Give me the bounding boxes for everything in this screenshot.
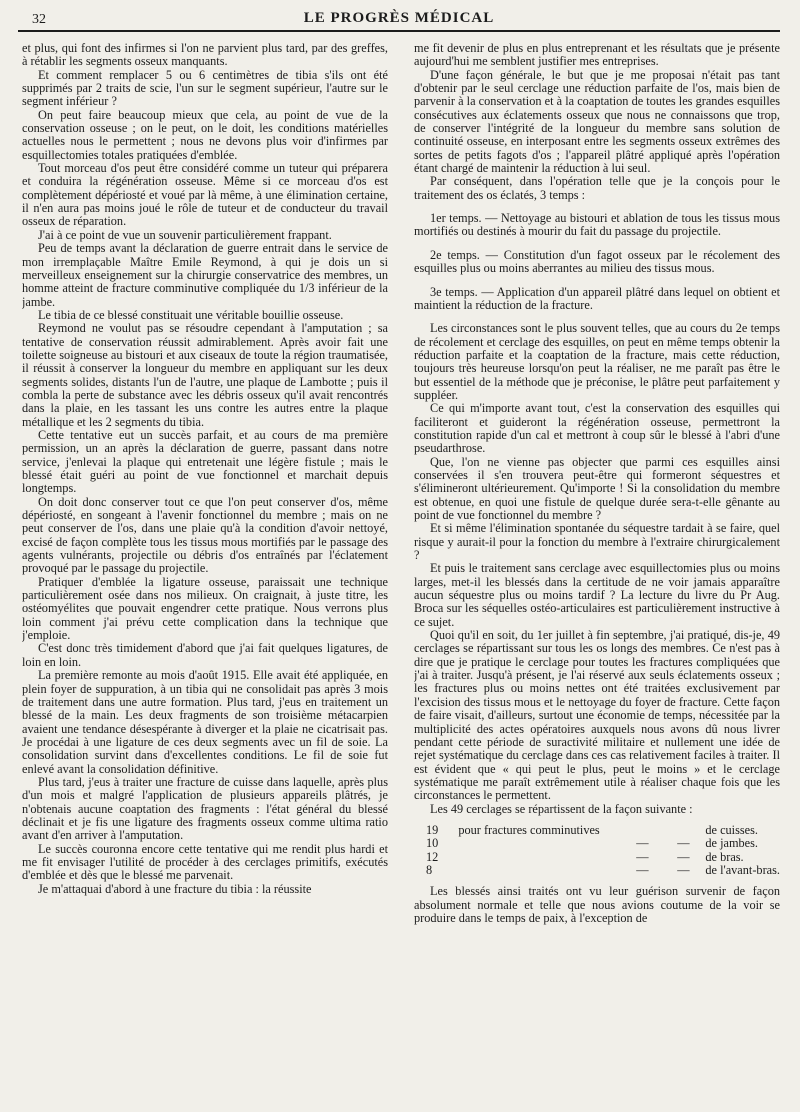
operation-steps: [414, 212, 780, 312]
cerclage-distribution-table: [414, 824, 780, 877]
paragraph: On peut faire beaucoup mieux que cela, au point de vue de la conservation osseuse ; on le peut, on le doit, les conditions matérielles actuelles nous le permettent ; nous ne devons plus voir d'infirmes par esquillectomies totales pratiquées d'emblée.: [22, 107, 388, 162]
table-cell-part: de bras.: [705, 849, 744, 864]
table-cell-ditto1: —: [636, 849, 649, 864]
page-header: [18, 8, 780, 32]
paragraph: et plus, qui font des infirmes si l'on ne parvient plus tard, par des greffes, à rétablir les segments osseux manquants.: [22, 42, 388, 69]
paragraph: C'est donc très timidement d'abord que j'ai fait quelques ligatures, de loin en loin.: [22, 641, 388, 669]
table-cell-part: de l'avant-bras.: [705, 862, 780, 877]
table-cell-label: [458, 851, 623, 864]
table-row: [414, 837, 780, 850]
paragraph: Le tibia de ce blessé constituait une véritable bouillie osseuse.: [38, 307, 344, 322]
paragraph: Par conséquent, dans l'opération telle que je la conçois pour le traitement des os éclatés, 3 temps :: [414, 174, 780, 202]
right-body: [414, 322, 780, 816]
table-cell-ditto2: —: [677, 862, 690, 877]
table-cell-label: pour fractures comminutives: [458, 822, 600, 837]
paragraph: Peu de temps avant la déclaration de guerre entrait dans le service de mon irremplaçable Maître Emile Reymond, à qui je dois un si merveilleux enseignement sur la chirurgie conservatrice des membres, un homme atteint de fracture comminutive compliquée du 1/3 inférieur de la jambe.: [22, 241, 388, 309]
paragraph: Cette tentative eut un succès parfait, et au cours de ma première permission, un an après la déclaration de guerre, passant dans notre service, j'enlevai la plaque qui entretenait une légère fistule ; mais le blessé était guéri au point de vue fonctionnel et marchait depuis longtemps.: [22, 427, 388, 496]
table-cell-ditto2: [661, 824, 705, 837]
paragraph: Pratiquer d'emblée la ligature osseuse, paraissait une technique particulièrement osée dans nos milieux. On craignait, à juste titre, les ostéomyélites que pouvait engendrer cette pratique. Nous verrons plus loin comment j'ai prévu cette complication dans la technique que j'emploie.: [22, 574, 388, 643]
table-row: [414, 824, 780, 837]
paragraph: me fit devenir de plus en plus entreprenant et les résultats que je présente aujourd'hui me semblent justifier mes entreprises.: [414, 42, 780, 69]
paragraph: Le succès couronna encore cette tentative qui me rendit plus hardi et me fit envisager l'utilité de procéder à des cerclages primitifs, exécutés d'emblée et dès que le blessé me parvenait.: [22, 841, 388, 883]
table-cell-label: [458, 837, 623, 850]
table-cell-count: 19: [426, 822, 439, 837]
paragraph: Tout morceau d'os peut être considéré comme un tuteur qui préparera et conduira la régénération osseuse. Même si ce morceau d'os est complètement dépériosté et voué par là même, à une élimination certaine, il n'en aura pas moins joué le rôle de tuteur et de conducteur du travail osseux de réparation.: [22, 161, 388, 229]
step-paragraph: 1er temps. — Nettoyage au bistouri et ablation de tous les tissus mous mortifiés ou destinés à mourir du fait du passage du projectile.: [414, 211, 780, 239]
table-cell-ditto1: —: [636, 836, 649, 851]
table-row: [414, 864, 780, 877]
table-cell-count: 10: [426, 836, 439, 851]
paragraph: Plus tard, j'eus à traiter une fracture de cuisse dans laquelle, après plus d'un mois et malgré l'application de plusieurs appareils plâtrés, je n'obtenais aucune coaptation des fragments : l'état général du blessé déclinait et je fis une ligature des fragments osseux comme ultima ratio avant d'en arriver à l'amputation.: [22, 774, 388, 843]
paragraph: Et si même l'élimination spontanée du séquestre tardait à se faire, quel risque y aurait-il pour la fonction du membre à l'extraire chirurgicalement ?: [414, 521, 780, 563]
paragraph: Les circonstances sont le plus souvent telles, que au cours du 2e temps de récolement et cerclage des esquilles, on peut en même temps obtenir la réduction parfaite et la coaptation de la fracture, mais cette réduction, toujours très heureuse lorsqu'on peut la réaliser, ne me paraît pas être le but essentiel de la méthode que je préconise, le plâtre peut parfaitement y suppléer.: [414, 321, 780, 402]
left-column: [22, 42, 388, 1104]
running-title: LE PROGRÈS MÉDICAL: [303, 10, 495, 26]
table-cell-label: [458, 864, 623, 877]
table-cell-ditto2: —: [677, 849, 690, 864]
table-cell-part: de cuisses.: [705, 822, 758, 837]
paragraph: Et puis le traitement sans cerclage avec esquillectomies plus ou moins larges, met-il les blessés dans la certitude de ne voir jamais apparaître aucun séquestre plus ou moins tardif ? La lecture du livre du Pr Aug. Broca sur les séquelles ostéo-articulaires est particulièrement instructive à ce sujet.: [414, 561, 780, 629]
paragraph: Les 49 cerclages se répartissent de la façon suivante :: [430, 801, 693, 816]
paragraph: Que, l'on ne vienne pas objecter que parmi ces esquilles ainsi conservées il s'en trouvera peut-être qui formeront séquestres et s'élimineront ultérieurement. Qu'importe ! Si la consolidation du membre est obtenue, en quoi une fistule de quelque durée sera-t-elle gênante au point de vue fonctionnel du membre ?: [414, 454, 780, 522]
table-cell-count: 8: [426, 862, 433, 877]
right-end: [414, 885, 780, 925]
paragraph: Ce qui m'importe avant tout, c'est la conservation des esquilles qui faciliteront et guideront la régénération osseuse, permettront la constitution rapide d'un cal et mettront à coup sûr le blessé à l'abri d'une pseudarthrose.: [414, 401, 780, 456]
table-cell-ditto1: —: [636, 862, 649, 877]
paragraph: Et comment remplacer 5 ou 6 centimètres de tibia s'ils ont été supprimés par 2 traits de scie, l'un sur le segment supérieur, l'autre sur le segment inférieur ?: [22, 67, 388, 109]
paragraph: Reymond ne voulut pas se résoudre cependant à l'amputation ; sa tentative de conservation réussit admirablement. Après avoir fait une toilette soigneuse au bistouri et aux ciseaux de toute la région traumatisée, il réussit à conserver la longueur du membre en appliquant sur les deux segments solides, distants l'un de l'autre, une plaque de Lambotte ; puis il combla la perte de substance avec les débris osseux qu'il avait rencontrés dans la plaie, en les tassant les uns contre les autres entre la plaque métallique et les 2 segments du tibia.: [22, 321, 388, 429]
table-cell-ditto2: —: [677, 836, 690, 851]
page-number: 32: [32, 12, 46, 27]
table-cell-part: de jambes.: [705, 836, 758, 851]
paragraph: Je m'attaquai d'abord à une fracture du tibia : la réussite: [38, 881, 312, 896]
paragraph: J'ai à ce point de vue un souvenir particulièrement frappant.: [38, 227, 332, 242]
right-intro: [414, 42, 780, 202]
paragraph: D'une façon générale, le but que je me proposai n'était pas tant d'obtenir par le seul cerclage une réduction parfaite de l'os, mais bien de parvenir à la conservation et à la coaptation de toutes les grandes esquilles consécutives aux éclatements osseux que nous ne connaissons que trop, de conserver l'intégrité de la longueur du membre sans solution de continuité osseuse, en interposant entre les segments osseux extrêmes des sortes de petits fagots d'os ; l'appareil plâtré appliqué après l'opération étant chargé de maintenir la réduction à lui seul.: [414, 67, 780, 176]
right-column: [414, 42, 780, 1104]
table-row: [414, 851, 780, 864]
paragraph: On doit donc conserver tout ce que l'on peut conserver d'os, même dépériosté, en songeant à l'avenir fonctionnel du membre ; mais on ne peut conserver de l'os, dans une plaie qu'à la condition d'avoir nettoyé, excisé de façon complète tous les tissus mous mortifiés par le passage des agents vulnérants, projectile ou débris d'os entraînés par l'éclatement provoqué par le passage du projectile.: [22, 494, 388, 576]
paragraph: Quoi qu'il en soit, du 1er juillet à fin septembre, j'ai pratiqué, dis-je, 49 cerclages se répartissant sur tous les os longs des membres. Ce n'est pas à dire que je pratique le cerclage pour toutes les fractures compliquées que j'ai à traiter. Jusqu'à présent, je l'ai réservé aux seuls éclatements osseux ; les fractures plus ou moins nettes ont été traitées exclusivement par l'excision des tissus mous et le nettoyage du foyer de fracture. Cette façon de faire visait, d'ailleurs, surtout une économie de temps, nécessitée par la multiplicité des actes opératoires auxquels nous avons dû nous livrer pendant cette période de suractivité militaire et nullement une idée de rejet systématique du cerclage dans ces cas relativement faciles à traiter. Il est évident que « qui peut le plus, peut le moins » et le cerclage systématique me paraît extrêmement utile à réaliser chaque fois que les circonstances le permettent.: [414, 628, 780, 803]
step-paragraph: 3e temps. — Application d'un appareil plâtré dans lequel on obtient et maintient la réduction de la fracture.: [414, 284, 780, 312]
table-cell-ditto1: [623, 824, 661, 837]
paragraph: La première remonte au mois d'août 1915. Elle avait été appliquée, en plein foyer de suppuration, à un tibia qui ne consolidait pas après 3 mois de traitement dans une autre formation. Plus tard, j'eus en traitement un blessé de la main. Les deux fragments de son troisième métacarpien avaient une tendance désespérante à diverger et la plaie ne cicatrisait pas. Je procédai à une ligature de ces deux segments avec un fil de soie. La consolidation survint dans d'excellentes conditions. Le fil de soie fut enlevé avant la consolidation définitive.: [22, 668, 388, 776]
table-cell-count: 12: [426, 849, 439, 864]
step-paragraph: 2e temps. — Constitution d'un fagot osseux par le récolement des esquilles plus ou moins aberrantes au milieu des tissus mous.: [414, 247, 780, 276]
paragraph: Les blessés ainsi traités ont vu leur guérison survenir de façon absolument normale et telle que nous avions coutume de la voir se produire dans le temps de paix, à l'exception de: [414, 884, 780, 925]
